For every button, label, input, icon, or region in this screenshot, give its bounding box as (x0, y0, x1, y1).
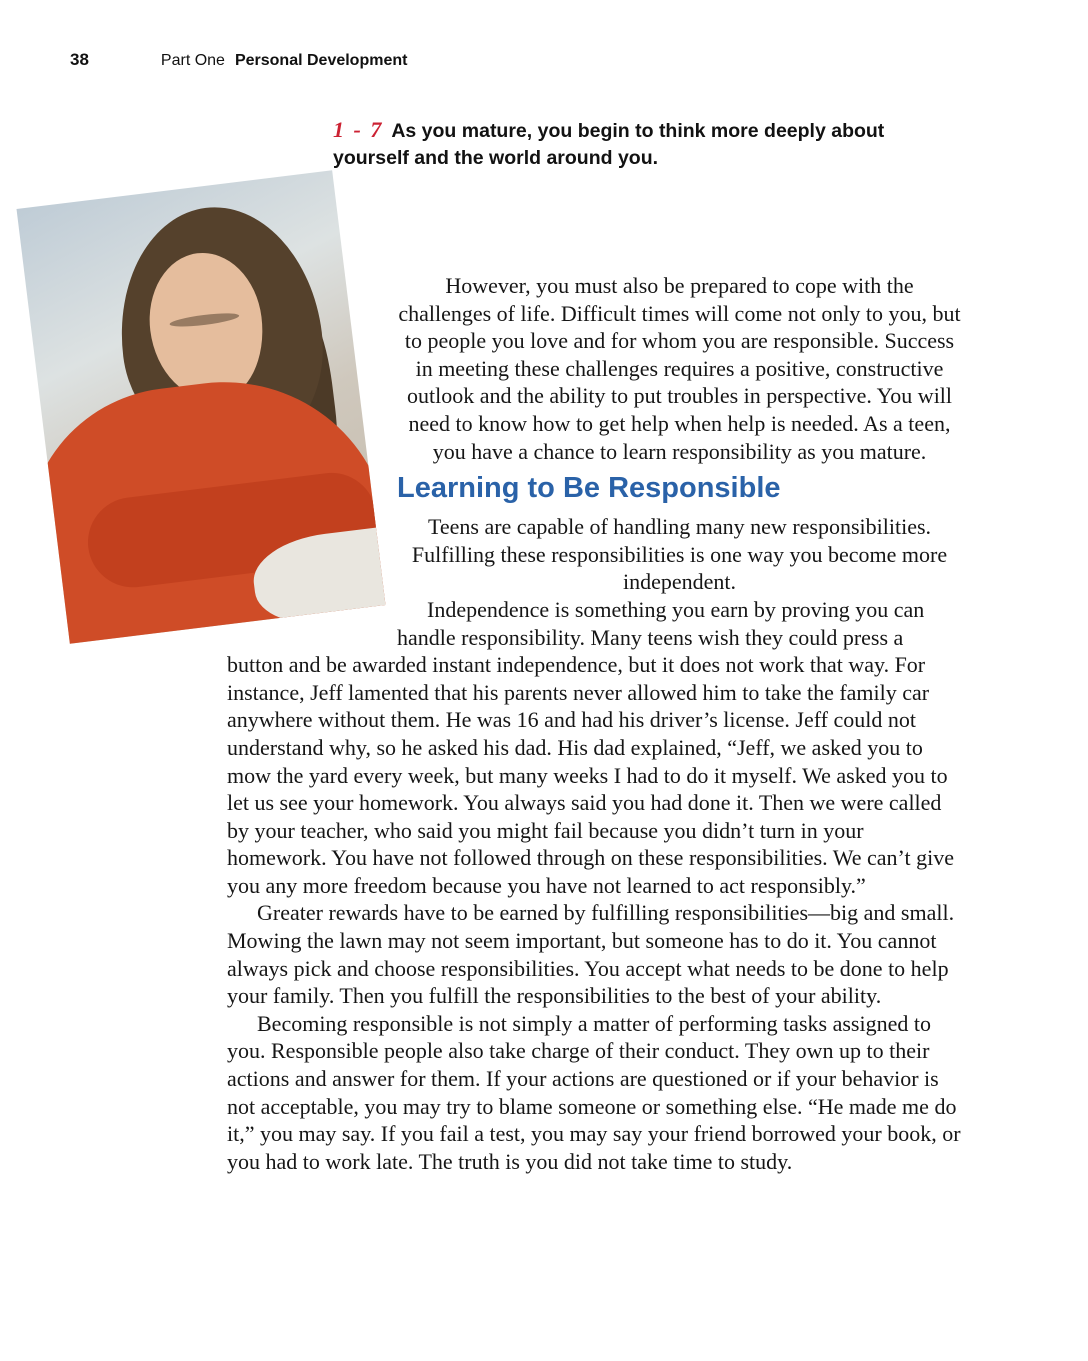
part-title: Personal Development (234, 52, 408, 69)
paragraph-teens-capable: Teens are capable of handling many new responsibilities. Fulfilling these responsibilities is one way you become more independent. (411, 514, 948, 595)
page-number: 38 (70, 50, 89, 69)
paragraph-independence-jeff-story: Independence is something you earn by proving you can handle responsibility. Many teens wish they could press a button and be awarded instant independence, but it does not work that way. For instance, Jeff lamented that his parents never allowed him to take the family car anywhere without them. He was 16 and had his driver’s license. Jeff could not understand why, so he asked his dad. His dad explained, “Jeff, we asked you to mow the yard every week, but many weeks I had to do it myself. We asked you to let us see your homework. You always said you had done it. Then we were called by your teacher, who said you might fail because you didn’t turn in your homework. You have not followed through on these responsibilities. We can’t give you any more freedom because you have not learned to act responsibly.” (227, 596, 954, 898)
paragraph-greater-rewards: Greater rewards have to be earned by fulfilling responsibilities—big and small. Mowing the lawn may not seem important, but someone has to do it. You cannot always pick and choose responsibilities. You accept what needs to be done to help your family. Then you fulfill the responsibilities to the best of your ability. (227, 900, 955, 1009)
part-label: Part One (160, 52, 225, 69)
body-text-column (227, 272, 962, 1175)
figure-number-label: 1 - 7 (333, 117, 384, 142)
paragraph-cope-with-challenges: However, you must also be prepared to cope with the challenges of life. Difficult times will come not only to you, but to people you love and for whom you are responsible. Success in meeting these challenges requires a positive, constructive outlook and the ability to put troubles in perspective. You will need to know how to get help when help is needed. As a teen, you have a chance to learn responsibility as you mature. (398, 273, 961, 464)
paragraph-becoming-responsible: Becoming responsible is not simply a matter of performing tasks assigned to you. Responsible people also take charge of their conduct. They own up to their actions and answer for them. If your actions are questioned or if your behavior is not acceptable, you may try to blame someone or something else. “He made me do it,” you may say. If you fail a test, you may say your friend borrowed your book, or you had to work late. The truth is you did not take time to study. (227, 1010, 961, 1174)
photo-wrap-spacer (227, 272, 397, 640)
figure-caption (333, 116, 945, 172)
section-heading-learning-to-be-responsible: Learning to Be Responsible (397, 472, 781, 505)
figure-caption-text: As you mature, you begin to think more deeply about yourself and the world around you. (333, 120, 885, 169)
running-head (70, 50, 407, 70)
